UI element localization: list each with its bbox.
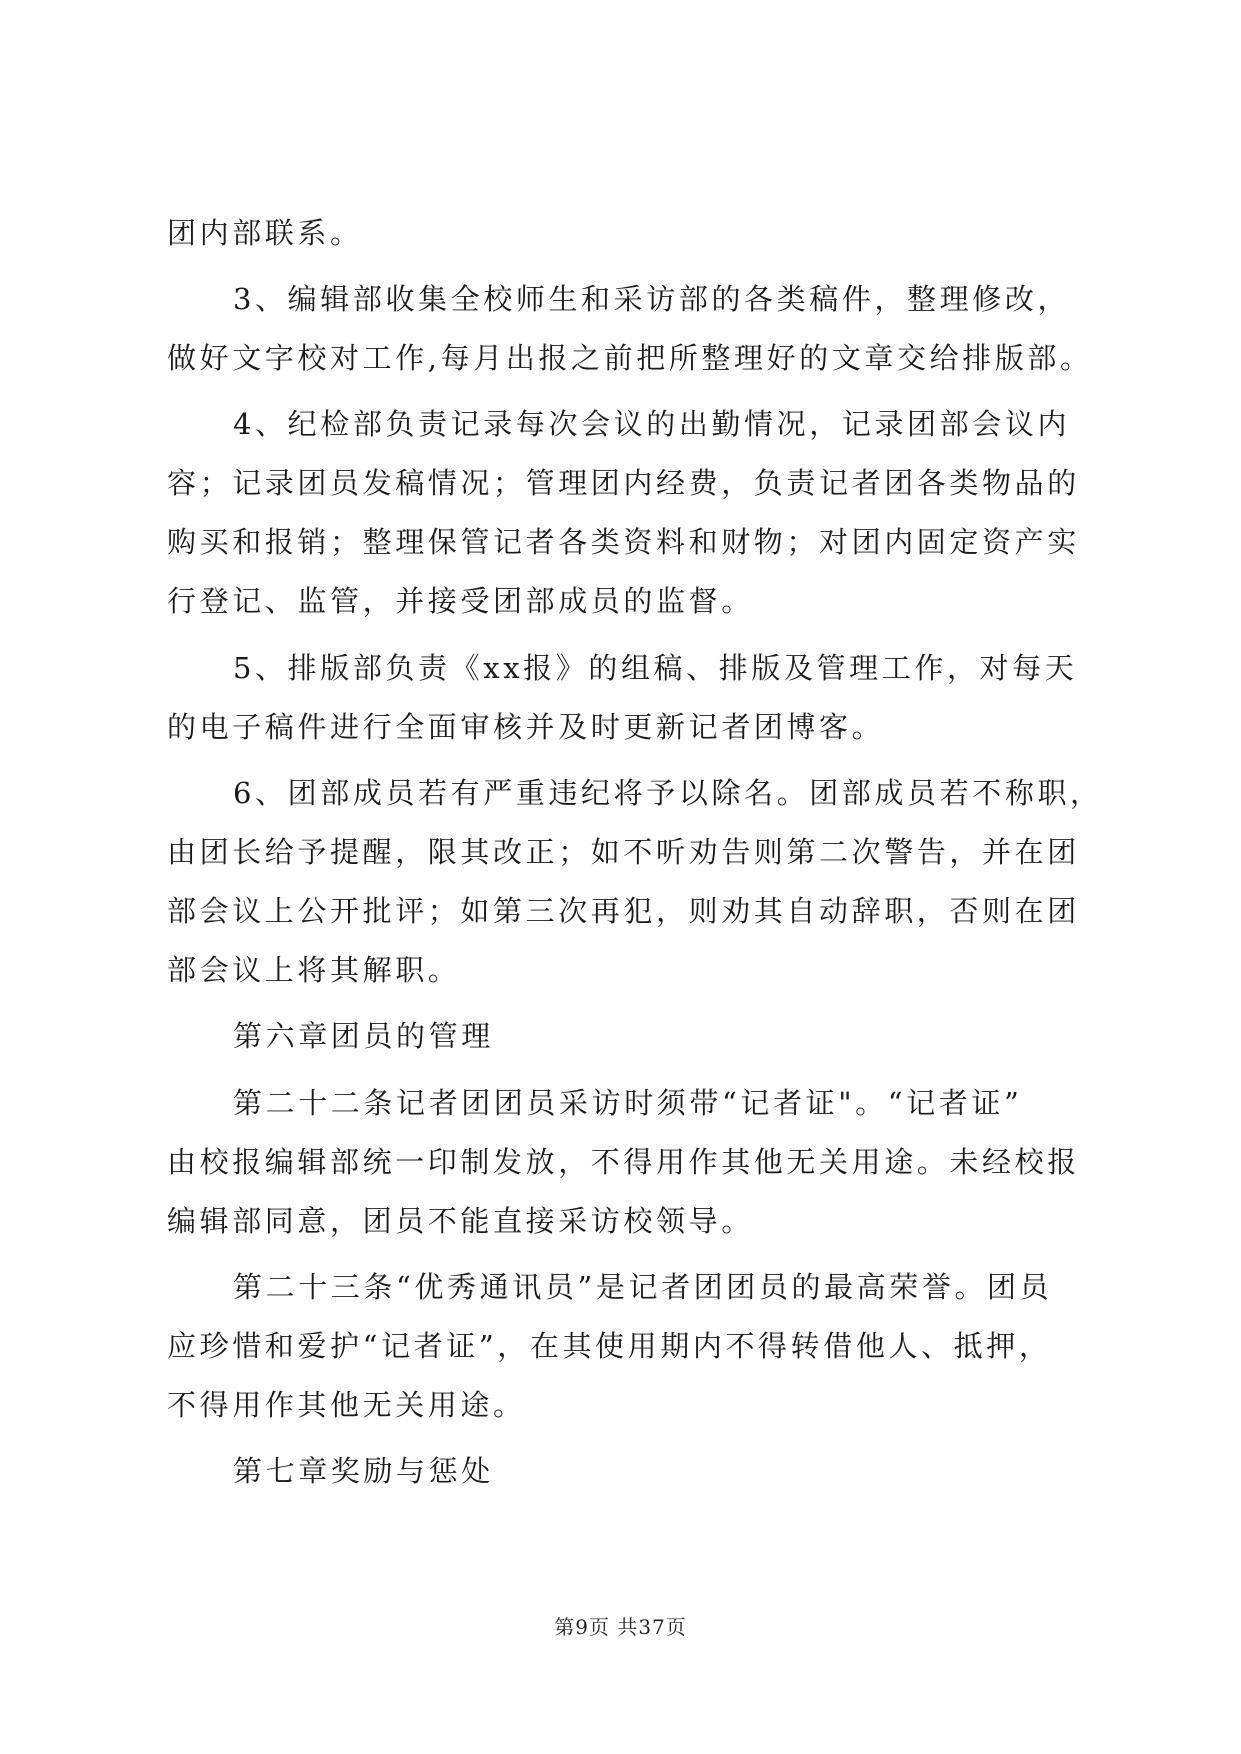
text-line: 第二十三条“优秀通讯员”是记者团团员的最高荣誉。团员	[233, 1270, 1053, 1304]
text-line: 容；记录团员发稿情况；管理团内经费，负责记者团各类物品的	[167, 466, 1080, 500]
text-line: 部会议上将其解职。	[167, 953, 461, 987]
text-line: 购买和报销；整理保管记者各类资料和财物；对团内固定资产实	[167, 525, 1080, 559]
chapter-heading: 第六章团员的管理	[233, 1019, 494, 1053]
chapter-heading: 第七章奖励与惩处	[233, 1454, 494, 1488]
text-line: 部会议上公开批评；如第三次再犯，则劝其自动辞职，否则在团	[167, 894, 1080, 928]
text-line: 的电子稿件进行全面审核并及时更新记者团博客。	[167, 710, 885, 744]
text-line: 第二十二条记者团团员采访时须带“记者证"。“记者证”	[233, 1086, 1023, 1120]
text-line: 5、排版部负责《xx报》的组稿、排版及管理工作，对每天	[233, 651, 1078, 685]
page-number-footer: 第9页 共37页	[554, 1615, 687, 1639]
text-line: 团内部联系。	[167, 216, 363, 250]
text-line: 不得用作其他无关用途。	[167, 1388, 526, 1422]
text-line: 行登记、监管，并接受团部成员的监督。	[167, 584, 754, 618]
text-line: 6、团部成员若有严重违纪将予以除名。团部成员若不称职，	[233, 776, 1103, 810]
text-line: 由团长给予提醒，限其改正；如不听劝告则第二次警告，并在团	[167, 835, 1080, 869]
text-line: 应珍惜和爱护“记者证”，在其使用期内不得转借他人、抵押，	[167, 1329, 1052, 1363]
text-line: 编辑部同意，团员不能直接采访校领导。	[167, 1204, 754, 1238]
text-line: 4、纪检部负责记录每次会议的出勤情况，记录团部会议内	[233, 407, 1071, 441]
text-line: 由校报编辑部统一印制发放，不得用作其他无关用途。未经校报	[167, 1145, 1080, 1179]
text-line: 做好文字校对工作,每月出报之前把所整理好的文章交给排版部。	[167, 341, 1093, 375]
text-line: 3、编辑部收集全校师生和采访部的各类稿件，整理修改，	[233, 282, 1071, 316]
